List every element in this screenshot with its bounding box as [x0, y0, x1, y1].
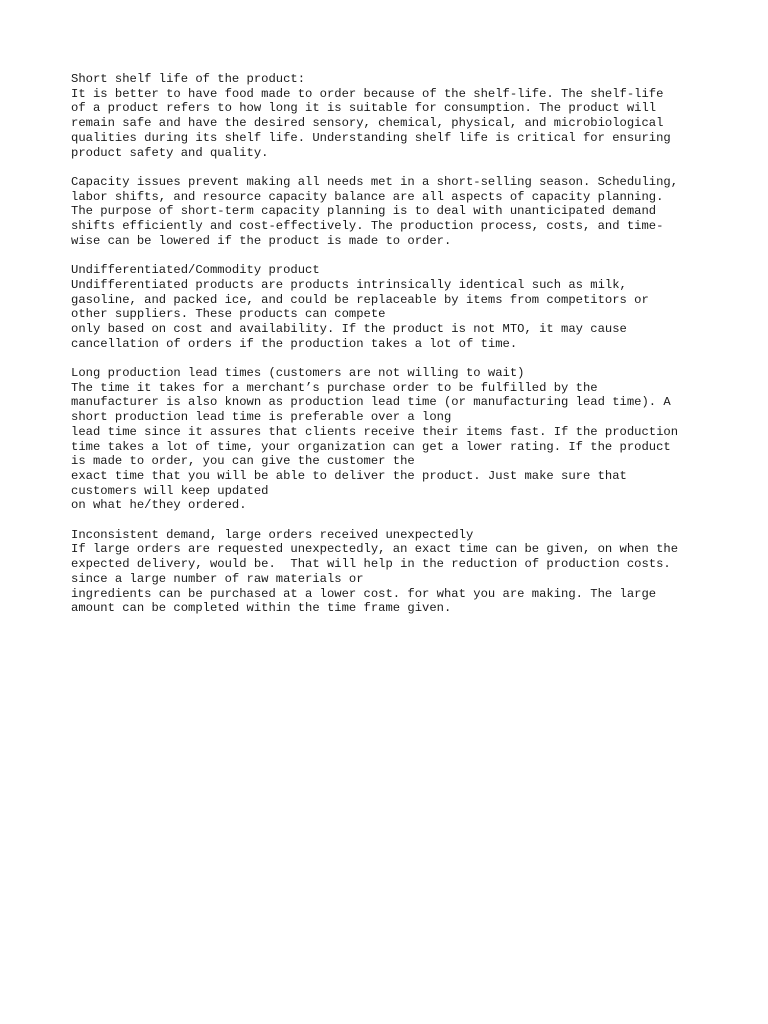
text-line: only based on cost and availability. If the product is not MTO, it may cause	[71, 321, 627, 336]
paragraph-heading: Short shelf life of the product:	[71, 72, 306, 86]
text-line: of a product refers to how long it is suitable for consumption. The product will	[71, 101, 657, 116]
paragraph-capacity	[71, 175, 711, 249]
text-line: The purpose of short-term capacity planning is to deal with unanticipated demand	[71, 204, 657, 219]
text-line: on what he/they ordered.	[71, 498, 247, 513]
text-line: lead time since it assures that clients receive their items fast. If the production	[71, 424, 679, 439]
paragraph-heading: Inconsistent demand, large orders received unexpectedly	[71, 527, 474, 542]
paragraph-commodity	[71, 263, 711, 351]
text-line: since a large number of raw materials or	[71, 571, 364, 586]
text-line: exact time that you will be able to deliver the product. Just make sure that	[71, 468, 627, 483]
text-line: If large orders are requested unexpectedly, an exact time can be given, on when the	[71, 542, 679, 557]
paragraph-heading: Undifferentiated/Commodity product	[71, 263, 320, 278]
text-line: customers will keep updated	[71, 483, 269, 498]
text-line: other suppliers. These products can compete	[71, 307, 386, 322]
text-line: product safety and quality.	[71, 145, 269, 160]
text-line: ingredients can be purchased at a lower cost. for what you are making. The large	[71, 586, 657, 601]
text-line: expected delivery, would be. That will help in the reduction of production costs.	[71, 557, 671, 572]
text-line: It is better to have food made to order because of the shelf-life. The shelf-life	[71, 86, 664, 101]
paragraph-lead-times	[71, 366, 711, 513]
text-line: amount can be completed within the time frame given.	[71, 601, 452, 616]
text-line: short production lead time is preferable over a long	[71, 410, 452, 425]
text-line: gasoline, and packed ice, and could be replaceable by items from competitors or	[71, 292, 649, 307]
text-line: is made to order, you can give the customer the	[71, 454, 415, 469]
text-line: labor shifts, and resource capacity balance are all aspects of capacity planning.	[71, 189, 664, 204]
text-line: manufacturer is also known as production lead time (or manufacturing lead time). A	[71, 395, 671, 410]
text-line: cancellation of orders if the production takes a lot of time.	[71, 336, 518, 351]
text-line: time takes a lot of time, your organization can get a lower rating. If the product	[71, 439, 671, 454]
paragraph-shelf-life	[71, 72, 711, 160]
document-page	[71, 72, 711, 631]
paragraph-inconsistent-demand	[71, 528, 711, 616]
text-line: wise can be lowered if the product is made to order.	[71, 233, 452, 248]
text-line: The time it takes for a merchant’s purchase order to be fulfilled by the	[71, 380, 598, 395]
paragraph-heading: Long production lead times (customers are not willing to wait)	[71, 366, 525, 381]
text-line: Undifferentiated products are products intrinsically identical such as milk,	[71, 277, 627, 292]
text-line: qualities during its shelf life. Understanding shelf life is critical for ensuring	[71, 130, 671, 145]
text-line: shifts efficiently and cost-effectively. The production process, costs, and time-	[71, 219, 664, 234]
text-line: Capacity issues prevent making all needs met in a short-selling season. Scheduling,	[71, 174, 679, 189]
text-line: remain safe and have the desired sensory, chemical, physical, and microbiological	[71, 116, 664, 131]
